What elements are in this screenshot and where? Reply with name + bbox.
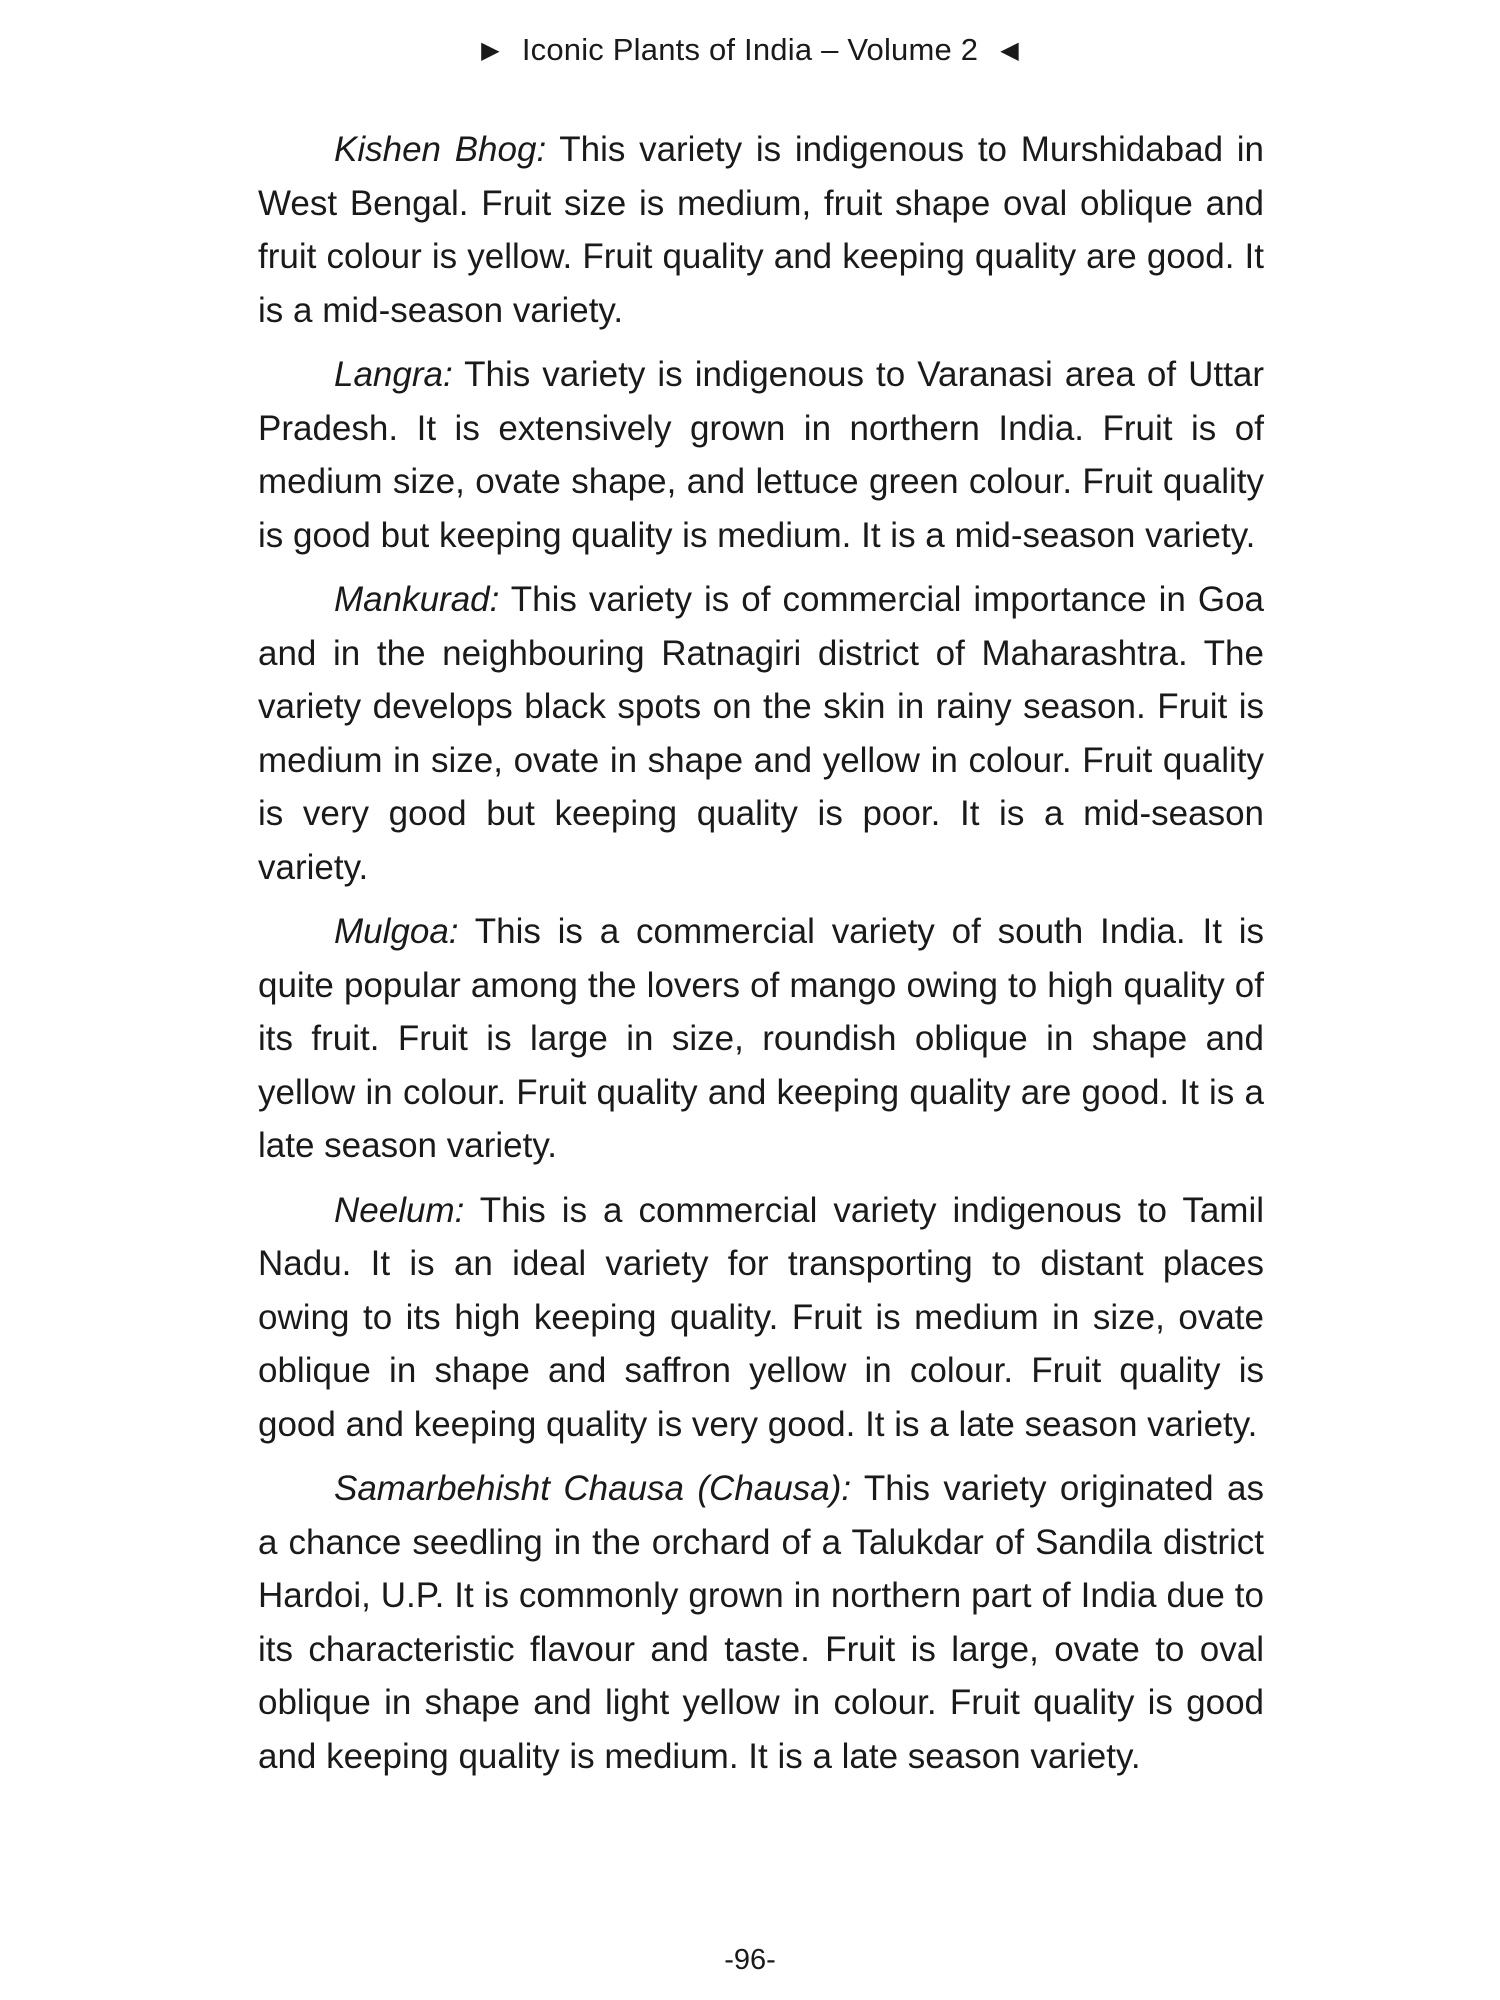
book-title: Iconic Plants of India – Volume 2 — [521, 32, 979, 67]
variety-name: Neelum: — [334, 1190, 465, 1230]
variety-name: Kishen Bhog: — [334, 130, 547, 169]
variety-description: This variety is of commercial importance in Goa and in the neighbouring Ratnagiri district of Maharashtra. The variety develops black spots on the skin in rainy season. Fruit is medium in size, ovate in shape and yellow in colour. Fruit quality is very good but keeping quality is poor. It is a mid-season variety. — [258, 580, 1265, 887]
variety-description: This variety originated as a chance seedling in the orchard of a Talukdar of Sandila district Hardoi, U.P. It is commonly grown in northern part of India due to its characteristic flavour and taste. Fruit is large, ovate to oval oblique in shape and light yellow in colour. Fruit quality is good and keeping quality is medium. It is a late season variety. — [258, 1469, 1264, 1776]
variety-name: Samarbehisht Chausa (Chausa): — [334, 1469, 852, 1508]
reverse-arrow-icon: ◀ — [1000, 37, 1019, 64]
variety-entry-neelum — [258, 1184, 1264, 1452]
variety-entry-mulgoa — [258, 905, 1264, 1173]
variety-description: This is a commercial variety indigenous to Tamil Nadu. It is an ideal variety for transporting to distant places owing to its high keeping quality. Fruit is medium in size, ovate oblique in shape and saffron yellow in colour. Fruit quality is good and keeping quality is very good. It is a late season variety. — [258, 1190, 1265, 1444]
page-number: -96- — [724, 1944, 776, 1976]
variety-name: Langra: — [334, 355, 453, 394]
variety-entry-mankurad — [258, 573, 1264, 894]
variety-name: Mankurad: — [334, 580, 500, 619]
variety-description: This variety is indigenous to Varanasi area of Uttar Pradesh. It is extensively grown in northern India. Fruit is of medium size, ovate shape, and lettuce green colour. Fruit quality is good but keeping quality is medium. It is a mid-season variety. — [258, 355, 1264, 555]
variety-entry-chausa — [258, 1462, 1264, 1783]
variety-description: This is a commercial variety of south India. It is quite popular among the lovers of mango owing to high quality of its fruit. Fruit is large in size, roundish oblique in shape and yellow in colour. Fruit quality and keeping quality are good. It is a late season variety. — [258, 912, 1264, 1165]
running-header — [0, 30, 1500, 71]
page-body — [258, 123, 1264, 1794]
variety-description: This variety is indigenous to Murshidabad in West Bengal. Fruit size is medium, fruit shape oval oblique and fruit colour is yellow. Fruit quality and keeping quality are good. It is a mid-season variety. — [258, 130, 1264, 330]
variety-entry-kishen-bhog — [258, 123, 1264, 337]
play-arrow-icon: ▶ — [481, 37, 500, 64]
variety-name: Mulgoa: — [334, 912, 459, 951]
variety-entry-langra — [258, 348, 1264, 562]
